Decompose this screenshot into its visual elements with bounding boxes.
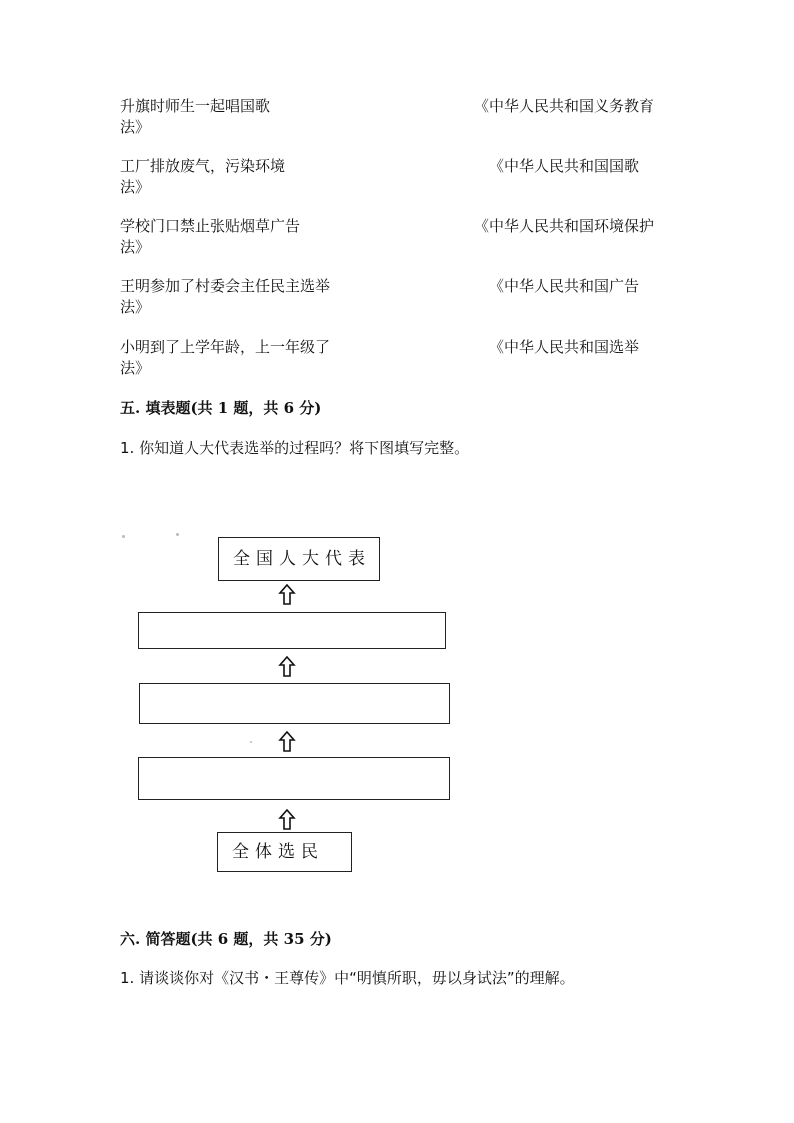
scan-speck [250,741,252,743]
match-left-3: 学校门口禁止张贴烟草广告 [120,217,301,235]
bottom-box [217,832,352,872]
match-wrap-2: 法》 [120,178,151,196]
blank-box-2[interactable] [139,683,450,724]
match-right-5: 《中华人民共和国选举 [489,338,640,356]
match-right-1: 《中华人民共和国义务教育 [474,97,655,115]
section6-heading: 六. 简答题(共 6 题，共 35 分) [120,930,332,948]
blank-box-3[interactable] [138,612,446,649]
match-wrap-4: 法》 [120,298,151,316]
scan-speck [176,533,179,536]
section6-question-1: 1. 请谈谈你对《汉书・王尊传》中“明慎所职，毋以身试法”的理解。 [120,969,575,987]
top-box [218,537,380,581]
blank-box-1[interactable] [138,757,450,800]
up-arrow-icon [278,656,296,678]
match-wrap-3: 法》 [120,238,151,256]
match-left-4: 王明参加了村委会主任民主选举 [120,277,331,295]
scan-speck [122,535,125,538]
match-left-2: 工厂排放废气，污染环境 [120,157,286,175]
section5-heading: 五. 填表题(共 1 题，共 6 分) [120,399,322,417]
match-left-1: 升旗时师生一起唱国歌 [120,97,271,115]
match-wrap-1: 法》 [120,118,151,136]
match-right-2: 《中华人民共和国国歌 [489,157,640,175]
section5-question-1: 1. 你知道人大代表选举的过程吗？将下图填写完整。 [120,439,470,457]
up-arrow-icon [278,731,296,753]
top-box-label: 全国人大代表 [233,549,371,569]
bottom-box-label: 全体选民 [232,842,324,862]
match-left-5: 小明到了上学年龄，上一年级了 [120,338,331,356]
match-right-3: 《中华人民共和国环境保护 [474,217,655,235]
match-wrap-5: 法》 [120,359,151,377]
match-right-4: 《中华人民共和国广告 [489,277,640,295]
up-arrow-icon [278,584,296,606]
up-arrow-icon [278,809,296,831]
